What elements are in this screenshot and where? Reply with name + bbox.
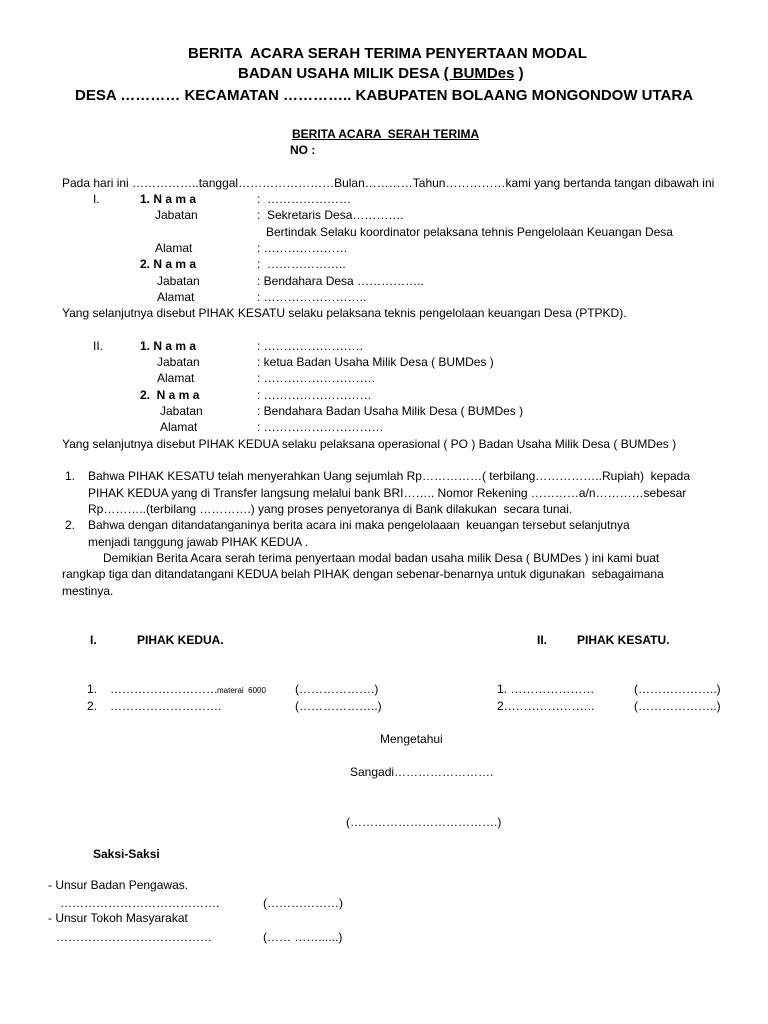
party1-p2-jabatan: : Bendahara Desa …………….. — [257, 274, 424, 288]
sig-left-1-number: 1. — [87, 682, 98, 696]
party2-p1-jabatan: : ketua Badan Usaha Milik Desa ( BUMDes ) — [257, 355, 494, 369]
point-1-line-3: Rp………..(terbilang ………….) yang proses penyetoranya di Bank dilakukan secara tunai. — [88, 502, 573, 516]
party1-roman: I. — [93, 192, 100, 206]
sig-right-2: 2………………….. — [497, 699, 595, 713]
party1-p2-alamat: : …………………….. — [257, 290, 367, 304]
witness-1-paren: (………………) — [263, 896, 343, 910]
materai-label: materai 6000 — [217, 686, 266, 695]
witness-2-paren: (…… ……......) — [263, 930, 343, 944]
party2-p1-name: : ……………………. — [257, 339, 364, 353]
sig-left-1-dots: ……………………… — [110, 682, 218, 696]
sig-left-1-paren: (……………….) — [295, 682, 379, 696]
point-1-line-2: PIHAK KEDUA yang di Transfer langsung melalui bank BRI…….. Nomor Rekening …………a/n…………sebesar — [88, 486, 687, 500]
party1-p1-label: 1. N a m a — [140, 192, 197, 206]
party2-p2-jabatan: : Bendahara Badan Usaha Milik Desa ( BUMDes ) — [257, 404, 524, 418]
party2-p1-alamat: : ………………………. — [257, 371, 376, 385]
party1-p1-name: : ………………… — [257, 192, 352, 206]
party2-p2-jabatan-label: Jabatan — [160, 404, 203, 418]
title-line-2-bumdes: BUMDes — [452, 65, 515, 82]
party1-p1-alamat: : ………………… — [257, 241, 348, 255]
party2-p2-label: 2. N a m a — [140, 388, 200, 402]
party2-roman: II. — [93, 339, 104, 353]
approval-paren: (……………………………….) — [346, 815, 502, 829]
title-line-2-prefix: BADAN USAHA MILIK DESA — [238, 65, 444, 82]
sig-left-title: PIHAK KEDUA. — [137, 633, 224, 647]
number-label: NO : — [290, 143, 316, 157]
title-line-3: DESA ………… KECAMATAN ………….. KABUPATEN BOLAANG MONGONDOW UTARA — [75, 87, 694, 104]
party2-summary: Yang selanjutnya disebut PIHAK KEDUA selaku pelaksana operasional ( PO ) Badan Usaha Milik Desa ( BUMDes ) — [62, 437, 677, 451]
party1-p2-name: : ……………….. — [257, 257, 346, 271]
closing-line-3: mestinya. — [62, 584, 114, 598]
title-line-2-paren-open: ( — [443, 65, 453, 82]
witness-2-dots: ………………………………… — [56, 930, 212, 944]
sig-right-roman: II. — [537, 633, 548, 647]
party1-p1-jabatan-label: Jabatan — [155, 208, 198, 222]
sig-left-2-number: 2. — [87, 699, 98, 713]
sub-title: BERITA ACARA SERAH TERIMA — [292, 127, 480, 141]
point-2-line-2: menjadi tanggung jawab PIHAK KEDUA . — [88, 535, 309, 549]
party1-p1-alamat-label: Alamat — [155, 241, 193, 255]
party1-p2-jabatan-label: Jabatan — [157, 274, 200, 288]
witness-1-label: - Unsur Badan Pengawas. — [48, 878, 189, 892]
witnesses-title: Saksi-Saksi — [93, 847, 160, 861]
closing-line-2: rangkap tiga dan ditandatangani KEDUA belah PIHAK dengan sebenar-benarnya untuk digunakan sebagaimana — [62, 567, 664, 581]
party2-p2-name: : ……………………… — [257, 388, 372, 402]
party2-p1-label: 1. N a m a — [140, 339, 197, 353]
party2-p1-alamat-label: Alamat — [157, 371, 195, 385]
title-line-2-paren-close: ) — [514, 65, 524, 82]
sig-left-2-dots: ………………………. — [110, 699, 222, 713]
approval-mengetahui: Mengetahui — [380, 732, 443, 746]
party1-p1-jabatan: : Sekretaris Desa…………. — [257, 208, 404, 222]
point-1-line-1: Bahwa PIHAK KESATU telah menyerahkan Uang sejumlah Rp……………( terbilang……………..Rupiah) kepada — [88, 469, 691, 483]
sig-left-2-paren: (………………..) — [295, 699, 382, 713]
point-1-number: 1. — [65, 469, 76, 483]
point-2-number: 2. — [65, 518, 76, 532]
closing-line-1: Demikian Berita Acara serah terima penyertaan modal badan usaha milik Desa ( BUMDes ) ini kami buat — [103, 551, 660, 565]
party1-p1-bertindak: Bertindak Selaku koordinator pelaksana tehnis Pengelolaan Keuangan Desa — [266, 225, 673, 239]
point-2-line-1: Bahwa dengan ditandatanganinya berita acara ini maka pengelolaaan keuangan tersebut selanjutnya — [88, 518, 630, 532]
witness-2-label: - Unsur Tokoh Masyarakat — [48, 911, 188, 925]
party1-summary: Yang selanjutnya disebut PIHAK KESATU selaku pelaksana teknis pengelolaan keuangan Desa (PTPKD). — [62, 306, 627, 320]
sig-right-2-paren: (………………..) — [634, 699, 721, 713]
party1-p2-label: 2. N a m a — [140, 257, 197, 271]
sig-right-title: PIHAK KESATU. — [577, 633, 670, 647]
title-line-2 — [238, 64, 524, 83]
party2-p2-alamat-label: Alamat — [160, 420, 198, 434]
party2-p2-alamat: : ………………………… — [257, 420, 384, 434]
title-line-1: BERITA ACARA SERAH TERIMA PENYERTAAN MODAL — [188, 45, 587, 62]
party1-p2-alamat-label: Alamat — [157, 290, 195, 304]
sig-left-roman: I. — [90, 633, 97, 647]
intro-paragraph: Pada hari ini ……………..tanggal……………………Bulan…………Tahun……………kami yang bertanda tangan dibawah ini — [62, 176, 715, 190]
approval-sangadi: Sangadi……………………. — [350, 765, 494, 779]
witness-1-dots: …………………………………. — [60, 896, 220, 910]
sig-right-1-paren: (………………..) — [634, 682, 721, 696]
party2-p1-jabatan-label: Jabatan — [157, 355, 200, 369]
sig-right-1: 1. ………………… — [497, 682, 595, 696]
